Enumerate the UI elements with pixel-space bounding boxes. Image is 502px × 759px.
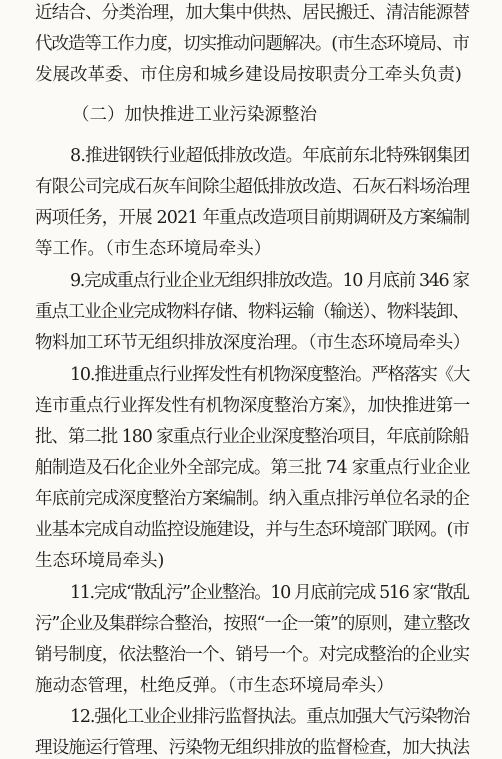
section-heading: （二）加快推进工业污染源整治 bbox=[72, 105, 317, 125]
body-text-line: 年底前完成深度整治方案编制。纳入重点排污单位名录的企 bbox=[35, 489, 470, 509]
paragraph-start-line: 12.强化工业企业排污监督执法。重点加强大气污染物治 bbox=[70, 707, 470, 727]
body-text-line: 批、第二批 180 家重点行业企业深度整治项目，年底前除船 bbox=[35, 427, 469, 447]
body-text-line: 等工作。（市生态环境局牵头） bbox=[35, 239, 272, 259]
body-text-line: 施动态管理，杜绝反弹。（市生态环境局牵头） bbox=[35, 676, 394, 696]
body-text-line: 业基本完成自动监控设施建设，并与生态环境部门联网。(市 bbox=[35, 520, 469, 540]
body-text-line: 理设施运行管理、污染物无组织排放的监督检查，加大执法 bbox=[35, 738, 470, 758]
body-text-line: 发展改革委、市住房和城乡建设局按职责分工牵头负责) bbox=[35, 65, 462, 85]
body-text-line: 舶制造及石化企业外全部完成。第三批 74 家重点行业企业 bbox=[35, 458, 470, 478]
body-text-line: 近结合、分类治理，加大集中供热、居民搬迁、清洁能源替 bbox=[35, 3, 470, 23]
body-text-line: 销号制度，依法整治一个、销号一个。对完成整治的企业实 bbox=[35, 645, 470, 665]
paragraph-start-line: 8.推进钢铁行业超低排放改造。年底前东北特殊钢集团 bbox=[70, 146, 470, 166]
paragraph-start-line: 10.推进重点行业挥发性有机物深度整治。严格落实《大 bbox=[70, 365, 470, 385]
body-text-line: 生态环境局牵头) bbox=[35, 551, 165, 571]
body-text-line: 有限公司完成石灰车间除尘超低排放改造、石灰石料场治理 bbox=[35, 177, 470, 197]
body-text-line: 重点工业企业完成物料存储、物料运输（输送）、物料装卸、 bbox=[35, 302, 469, 322]
paragraph-start-line: 9.完成重点行业企业无组织排放改造。10 月底前 346 家 bbox=[70, 271, 469, 291]
body-text-line: 代改造等工作力度，切实推动问题解决。(市生态环境局、市 bbox=[35, 34, 469, 54]
body-text-line: 连市重点行业挥发性有机物深度整治方案》，加快推进第一 bbox=[35, 396, 470, 416]
body-text-line: 物料加工环节无组织排放深度治理。（市生态环境局牵头） bbox=[35, 333, 470, 353]
paragraph-start-line: 11.完成“散乱污”企业整治。10 月底前完成 516 家“散乱 bbox=[70, 583, 469, 603]
body-text-line: 污”企业及集群综合整治，按照“一企一策”的原则，建立整改 bbox=[35, 614, 470, 634]
body-text-line: 两项任务，开展 2021 年重点改造项目前期调研及方案编制 bbox=[35, 208, 470, 228]
